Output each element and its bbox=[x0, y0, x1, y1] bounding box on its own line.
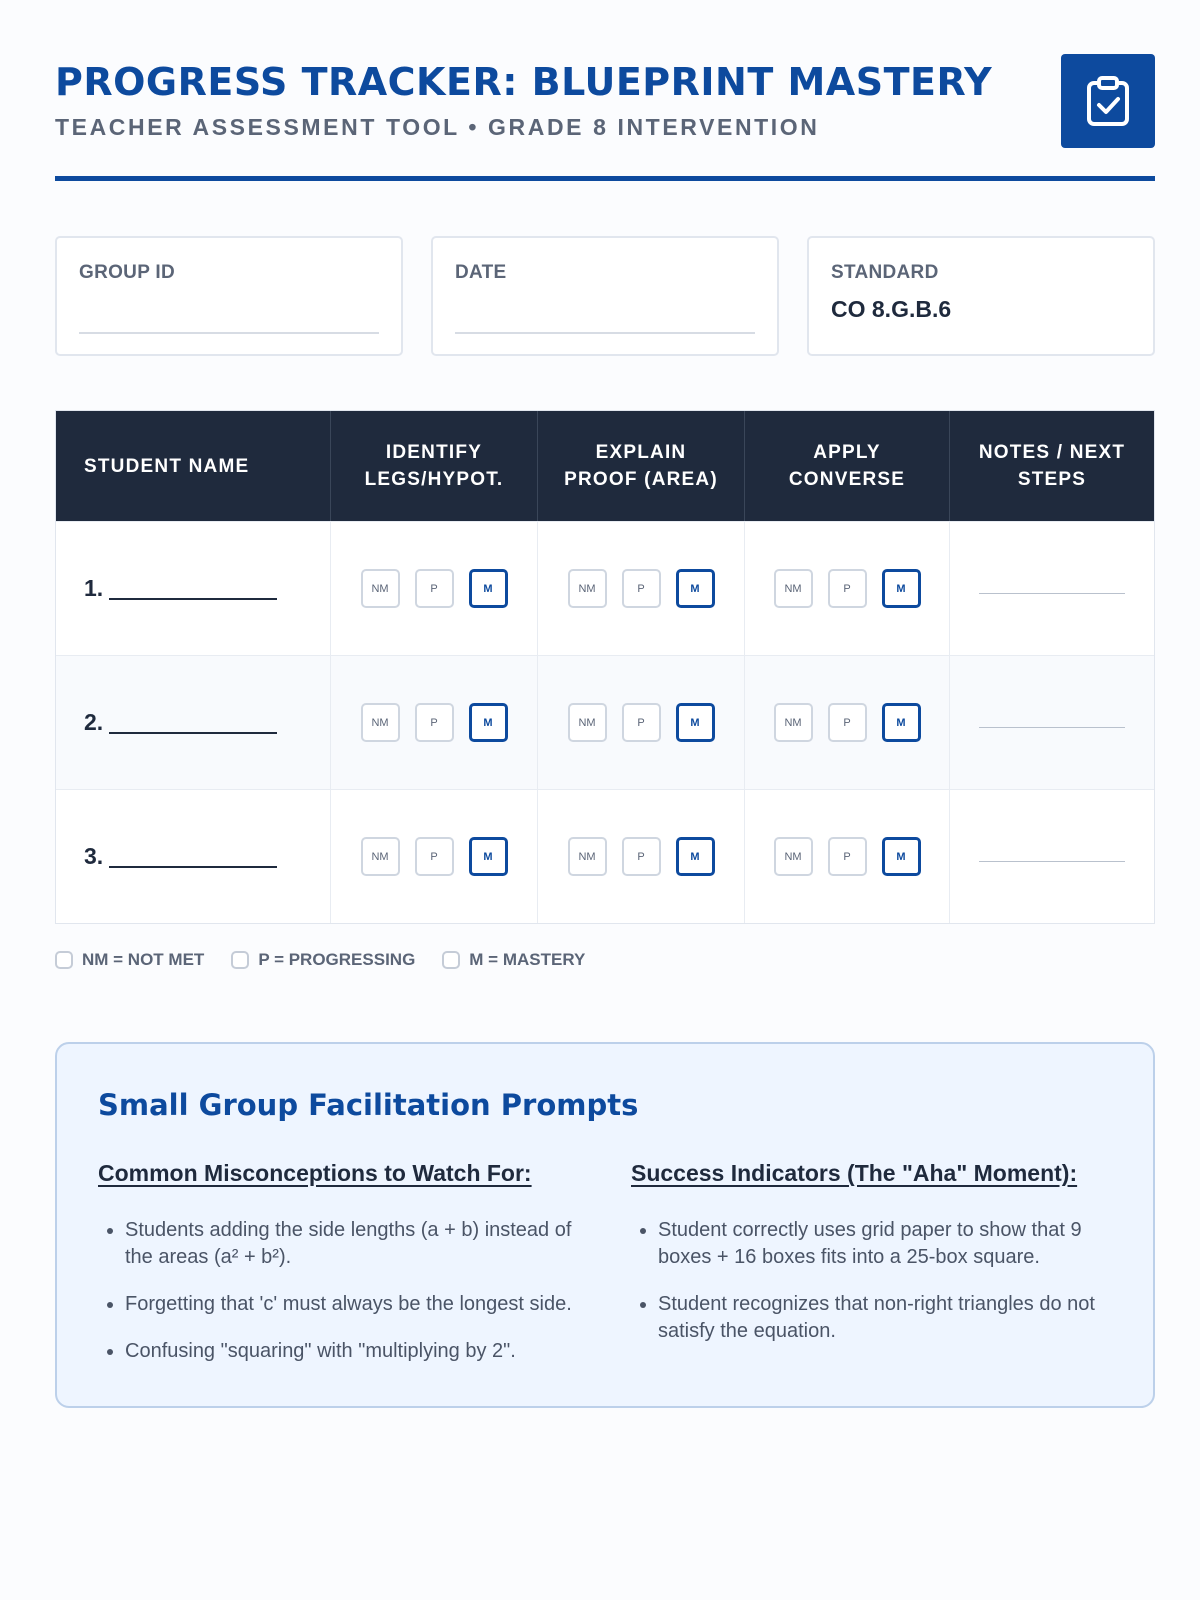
legend-checkbox bbox=[231, 951, 249, 969]
clipboard-check-icon bbox=[1085, 75, 1131, 127]
rating-option-p[interactable]: P bbox=[622, 703, 661, 742]
rating-option-m[interactable]: M bbox=[676, 569, 715, 608]
student-name-line bbox=[109, 732, 277, 734]
rating-option-p[interactable]: P bbox=[622, 837, 661, 876]
panel-title: Small Group Facilitation Prompts bbox=[98, 1088, 639, 1122]
legend-label: M = MASTERY bbox=[469, 950, 586, 969]
rating-options bbox=[774, 837, 921, 876]
list-item: • Student recognizes that non-right triangles do not satisfy the equation. bbox=[658, 1291, 1111, 1345]
assessment-table bbox=[55, 410, 1155, 924]
student-name-cell[interactable] bbox=[56, 790, 331, 923]
rating-option-m[interactable]: M bbox=[469, 569, 508, 608]
legend-label: P = PROGRESSING bbox=[258, 950, 416, 969]
standard-value: CO 8.G.B.6 bbox=[831, 296, 952, 322]
rating-legend bbox=[55, 950, 612, 970]
legend-item-p bbox=[231, 950, 415, 970]
group-id-line bbox=[79, 332, 379, 334]
list-item: • Student correctly uses grid paper to show that 9 boxes + 16 boxes fits into a 25-box square. bbox=[658, 1217, 1111, 1271]
facilitation-prompts-panel bbox=[55, 1042, 1155, 1408]
rating-option-m[interactable]: M bbox=[469, 837, 508, 876]
rating-options bbox=[361, 569, 508, 608]
success-list bbox=[631, 1217, 1111, 1345]
student-name-cell[interactable] bbox=[56, 656, 331, 789]
legend-item-nm bbox=[55, 950, 204, 970]
table-row bbox=[56, 521, 1154, 655]
rating-option-m[interactable]: M bbox=[882, 569, 921, 608]
header-rule bbox=[55, 176, 1155, 181]
group-id-label: GROUP ID bbox=[79, 262, 176, 283]
rating-option-p[interactable]: P bbox=[415, 837, 454, 876]
rating-option-nm[interactable]: NM bbox=[774, 837, 813, 876]
rating-option-m[interactable]: M bbox=[676, 703, 715, 742]
rating-option-nm[interactable]: NM bbox=[774, 703, 813, 742]
rating-options bbox=[568, 703, 715, 742]
rating-options bbox=[774, 703, 921, 742]
rating-cell-explain bbox=[538, 790, 745, 923]
student-name-line bbox=[109, 866, 277, 868]
rating-option-m[interactable]: M bbox=[882, 703, 921, 742]
misconceptions-list bbox=[98, 1217, 578, 1365]
column-header-identify: IDENTIFY LEGS/HYPOT. bbox=[331, 411, 538, 521]
list-item: • Confusing "squaring" with "multiplying by 2". bbox=[125, 1338, 578, 1365]
table-row bbox=[56, 655, 1154, 789]
notes-cell[interactable] bbox=[950, 790, 1154, 923]
rating-option-nm[interactable]: NM bbox=[568, 703, 607, 742]
date-field[interactable] bbox=[431, 236, 779, 356]
legend-item-m bbox=[442, 950, 585, 970]
tracker-page bbox=[55, 0, 1155, 1362]
rating-option-p[interactable]: P bbox=[828, 703, 867, 742]
rating-option-nm[interactable]: NM bbox=[568, 837, 607, 876]
student-name-cell[interactable] bbox=[56, 522, 331, 655]
group-id-field[interactable] bbox=[55, 236, 403, 356]
table-body bbox=[56, 521, 1154, 923]
notes-line bbox=[979, 727, 1125, 728]
column-header-apply: APPLY CONVERSE bbox=[745, 411, 950, 521]
rating-option-p[interactable]: P bbox=[828, 569, 867, 608]
misconceptions-title: Common Misconceptions to Watch For: bbox=[98, 1160, 532, 1186]
notes-line bbox=[979, 861, 1125, 862]
legend-checkbox bbox=[55, 951, 73, 969]
rating-option-m[interactable]: M bbox=[469, 703, 508, 742]
date-label: DATE bbox=[455, 262, 507, 283]
header-badge bbox=[1061, 54, 1155, 148]
rating-option-m[interactable]: M bbox=[676, 837, 715, 876]
legend-label: NM = NOT MET bbox=[82, 950, 205, 969]
rating-option-p[interactable]: P bbox=[828, 837, 867, 876]
misconceptions-column bbox=[98, 1160, 578, 1385]
rating-option-nm[interactable]: NM bbox=[361, 837, 400, 876]
info-row bbox=[55, 236, 1155, 356]
notes-cell[interactable] bbox=[950, 656, 1154, 789]
rating-cell-explain bbox=[538, 522, 745, 655]
rating-option-nm[interactable]: NM bbox=[568, 569, 607, 608]
rating-option-nm[interactable]: NM bbox=[361, 703, 400, 742]
table-header bbox=[56, 411, 1154, 521]
rating-cell-apply bbox=[745, 656, 950, 789]
rating-options bbox=[361, 837, 508, 876]
standard-label: STANDARD bbox=[831, 262, 939, 283]
rating-options bbox=[774, 569, 921, 608]
list-item: • Students adding the side lengths (a + b) instead of the areas (a² + b²). bbox=[125, 1217, 578, 1271]
rating-option-p[interactable]: P bbox=[415, 703, 454, 742]
list-item: • Forgetting that 'c' must always be the longest side. bbox=[125, 1291, 578, 1318]
rating-options bbox=[361, 703, 508, 742]
standard-field bbox=[807, 236, 1155, 356]
page-title: PROGRESS TRACKER: BLUEPRINT MASTERY bbox=[55, 60, 993, 104]
rating-options bbox=[568, 837, 715, 876]
date-line bbox=[455, 332, 755, 334]
column-header-explain: EXPLAIN PROOF (AREA) bbox=[538, 411, 745, 521]
student-name-line bbox=[109, 598, 277, 600]
rating-option-nm[interactable]: NM bbox=[361, 569, 400, 608]
row-number: 2. bbox=[84, 709, 104, 735]
page-subtitle: TEACHER ASSESSMENT TOOL • GRADE 8 INTERVENTION bbox=[55, 114, 820, 140]
success-title: Success Indicators (The "Aha" Moment): bbox=[631, 1160, 1078, 1186]
table-row bbox=[56, 789, 1154, 923]
row-number: 1. bbox=[84, 575, 104, 601]
rating-option-p[interactable]: P bbox=[415, 569, 454, 608]
rating-option-m[interactable]: M bbox=[882, 837, 921, 876]
notes-line bbox=[979, 593, 1125, 594]
row-number: 3. bbox=[84, 843, 104, 869]
rating-options bbox=[568, 569, 715, 608]
rating-cell-identify bbox=[331, 790, 538, 923]
rating-option-p[interactable]: P bbox=[622, 569, 661, 608]
rating-cell-identify bbox=[331, 522, 538, 655]
rating-option-nm[interactable]: NM bbox=[774, 569, 813, 608]
rating-cell-apply bbox=[745, 790, 950, 923]
rating-cell-explain bbox=[538, 656, 745, 789]
rating-cell-apply bbox=[745, 522, 950, 655]
page-header bbox=[55, 0, 1155, 182]
notes-cell[interactable] bbox=[950, 522, 1154, 655]
success-column bbox=[631, 1160, 1111, 1365]
column-header-student-name: STUDENT NAME bbox=[56, 411, 331, 521]
column-header-notes: NOTES / NEXT STEPS bbox=[978, 442, 1126, 490]
rating-cell-identify bbox=[331, 656, 538, 789]
legend-checkbox bbox=[442, 951, 460, 969]
